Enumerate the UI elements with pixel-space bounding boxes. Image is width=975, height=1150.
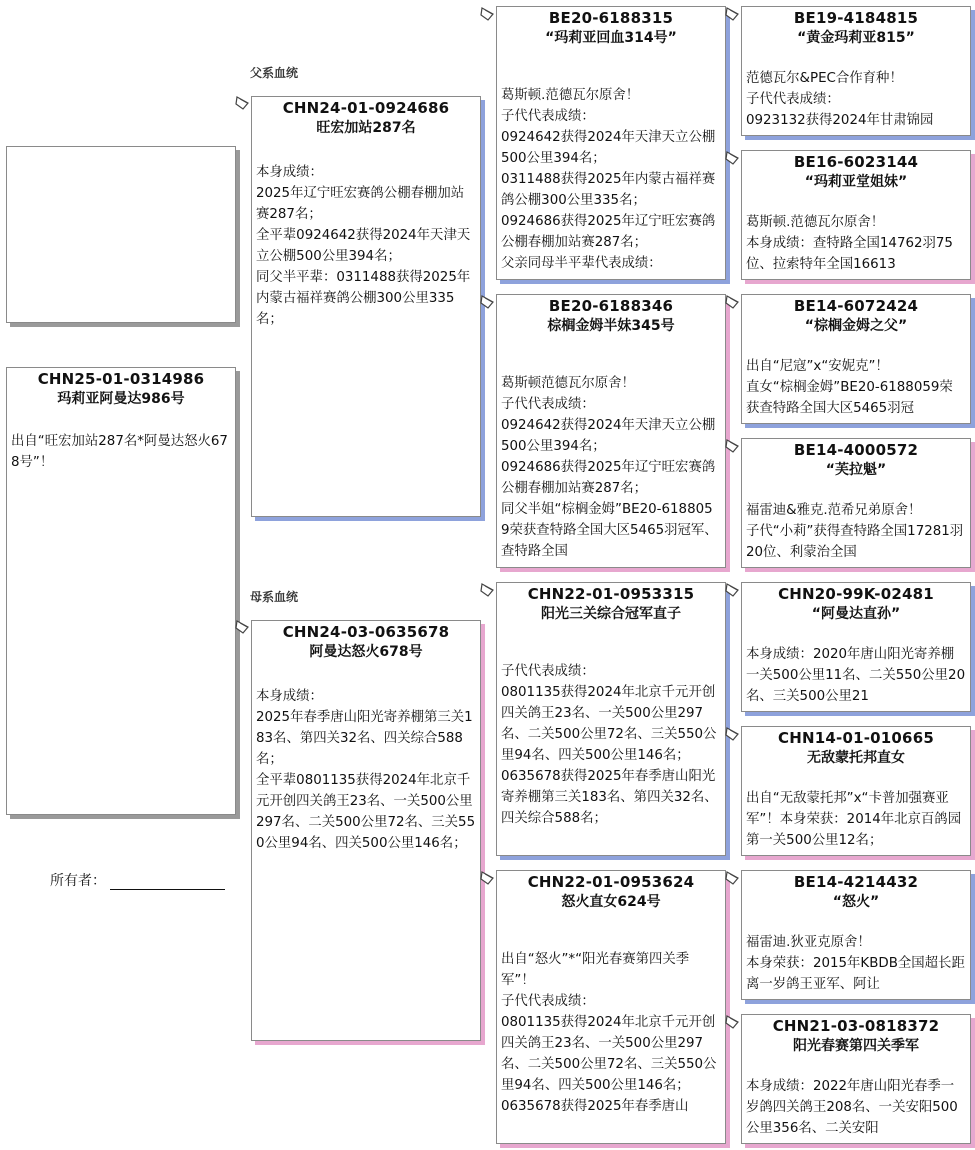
- ddd-card[interactable]: [741, 1014, 971, 1144]
- maternal-line-label: 母系血统: [250, 590, 299, 604]
- ssd-ring-icon: [724, 149, 742, 167]
- paternal-line-label: 父系血统: [250, 66, 299, 80]
- ddd-ring-id: CHN21-03-0818372: [772, 1017, 940, 1035]
- subject-ring-id: CHN25-01-0314986: [37, 370, 205, 388]
- dsd-description: 出自“无敌蒙托邦”x“卡普加强赛亚军”！本身荣获：2014年北京百鸽园第一关500公里12名；: [746, 791, 962, 848]
- ssd-ring-id: BE16-6023144: [793, 153, 919, 171]
- dam-description: 本身成绩： 2025年春季唐山阳光寄养棚第三关183名、第四关32名、四关综合588名； 全平辈0801135获得2024年北京千元开创四关鸽王23名、一关500公里297名、二关500公里72名、三关550公里94名、四关500公里146名；: [256, 689, 476, 851]
- paternal-grandsire-card[interactable]: [496, 6, 726, 280]
- dds-name: “怒火”: [832, 894, 880, 910]
- paternal-grandsire-ring-id: BE20-6188315: [548, 9, 674, 27]
- dss-ring-icon: [724, 581, 742, 599]
- sds-ring-icon: [724, 293, 742, 311]
- dd-ring-icon: [479, 869, 497, 887]
- maternal-granddam-description: 出自“怒火”*“阳光春赛第四关季军”！ 子代代表成绩： 0801135获得2024年北京千元开创四关鸽王23名、一关500公里297名、二关500公里72名、三关550公里94名、四关500公里146名； 0635678获得2025年春季唐山: [501, 952, 717, 1114]
- dam-ring-icon: [234, 618, 252, 636]
- photo-placeholder: [6, 146, 236, 323]
- dss-name: “阿曼达直孙”: [811, 606, 901, 622]
- dam-ring-id: CHN24-03-0635678: [282, 623, 450, 641]
- maternal-grandsire-card[interactable]: [496, 582, 726, 856]
- sire-ring-icon: [234, 94, 252, 112]
- paternal-grandsire-name: “玛莉亚回血314号”: [545, 30, 677, 46]
- maternal-granddam-name: 怒火直女624号: [561, 894, 661, 910]
- dds-ring-icon: [724, 869, 742, 887]
- dsd-name: 无敌蒙托邦直女: [807, 750, 905, 766]
- ddd-name: 阳光春赛第四关季军: [793, 1038, 919, 1054]
- maternal-grandsire-name: 阳光三关综合冠军直子: [541, 606, 681, 622]
- sdd-ring-icon: [724, 437, 742, 455]
- sd-ring-icon: [479, 293, 497, 311]
- dds-description: 福雷迪.狄亚克原舍！ 本身荣获：2015年KBDB全国超长距离一岁鸽王亚军、阿让: [746, 935, 965, 992]
- subject-card[interactable]: [6, 367, 236, 815]
- ssd-card[interactable]: [741, 150, 971, 280]
- subject-name: 玛莉亚阿曼达986号: [57, 391, 185, 407]
- sdd-description: 福雷迪&雅克.范希兄弟原舍！ 子代“小莉”获得查特路全国17281羽20位、利蒙治全国: [746, 503, 964, 560]
- paternal-granddam-ring-id: BE20-6188346: [548, 297, 674, 315]
- ss-ring-icon: [479, 5, 497, 23]
- sds-description: 出自“尼寇”x“安妮克”！ 直女“棕榈金姆”BE20-6188059荣获查特路全国大区5465羽冠: [746, 359, 953, 416]
- paternal-granddam-name: 棕榈金姆半妹345号: [547, 318, 675, 334]
- maternal-granddam-card[interactable]: [496, 870, 726, 1144]
- sss-description: 范德瓦尔&PEC合作育种！ 子代代表成绩： 0923132获得2024年甘肃锦园: [746, 71, 934, 128]
- dam-card[interactable]: [251, 620, 481, 1041]
- owner-label: 所有者：: [50, 873, 106, 889]
- owner-signature-line: [110, 875, 225, 890]
- owner-field: [50, 870, 225, 890]
- maternal-grandsire-description: 子代代表成绩： 0801135获得2024年北京千元开创四关鸽王23名、一关500公里297名、二关500公里72名、三关550公里94名、四关500公里146名； 0635678获得2025年春季唐山阳光寄养棚第三关183名、第四关32名、四关综合588名；: [501, 664, 718, 826]
- sds-card[interactable]: [741, 294, 971, 424]
- maternal-grandsire-ring-id: CHN22-01-0953315: [527, 585, 695, 603]
- sds-name: “棕榈金姆之父”: [804, 318, 908, 334]
- paternal-grandsire-description: 葛斯顿.范德瓦尔原舍！ 子代代表成绩： 0924642获得2024年天津天立公棚500公里394名； 0311488获得2025年内蒙古福祥赛鸽公棚300公里335名； 0924686获得2025年辽宁旺宏赛鸽公棚春棚加站赛287名； 父亲同母半平辈代表成绩：: [501, 88, 716, 271]
- ddd-ring-icon: [724, 1013, 742, 1031]
- dam-name: 阿曼达怒火678号: [309, 644, 423, 660]
- ddd-description: 本身成绩：2022年唐山阳光春季一岁鸽四关鸽王208名、一关安阳500公里356名、二关安阳: [746, 1079, 958, 1136]
- dss-ring-id: CHN20-99K-02481: [778, 585, 934, 603]
- sire-card[interactable]: [251, 96, 481, 517]
- sss-name: “黄金玛莉亚815”: [797, 30, 915, 46]
- sire-description: 本身成绩： 2025年辽宁旺宏赛鸽公棚春棚加站赛287名； 全平辈0924642获得2024年天津天立公棚500公里394名； 同父半平辈：0311488获得2025年内蒙古福祥赛鸽公棚300公里335名；: [256, 165, 471, 327]
- ds-ring-icon: [479, 581, 497, 599]
- sire-ring-id: CHN24-01-0924686: [282, 99, 450, 117]
- sdd-ring-id: BE14-4000572: [793, 441, 919, 459]
- sdd-name: “芙拉魁”: [825, 462, 887, 478]
- maternal-granddam-ring-id: CHN22-01-0953624: [527, 873, 695, 891]
- sss-ring-id: BE19-4184815: [793, 9, 919, 27]
- paternal-granddam-description: 葛斯顿范德瓦尔原舍！ 子代代表成绩： 0924642获得2024年天津天立公棚500公里394名； 0924686获得2025年辽宁旺宏赛鸽公棚春棚加站赛287名； 同父半姐“棕榈金姆”BE20-6188059荣获查特路全国大区5465羽冠军、查特路全国: [501, 376, 718, 559]
- sdd-card[interactable]: [741, 438, 971, 568]
- dss-description: 本身成绩：2020年唐山阳光寄养棚一关500公里11名、二关550公里20名、三关500公里21: [746, 647, 966, 704]
- dsd-ring-icon: [724, 725, 742, 743]
- sire-name: 旺宏加站287名: [316, 120, 416, 136]
- dds-card[interactable]: [741, 870, 971, 1000]
- sss-card[interactable]: [741, 6, 971, 136]
- dss-card[interactable]: [741, 582, 971, 712]
- paternal-granddam-card[interactable]: [496, 294, 726, 568]
- subject-description: 出自“旺宏加站287名*阿曼达怒火678号”！: [11, 434, 228, 470]
- dsd-ring-id: CHN14-01-010665: [778, 729, 934, 747]
- sss-ring-icon: [724, 5, 742, 23]
- dds-ring-id: BE14-4214432: [793, 873, 919, 891]
- sds-ring-id: BE14-6072424: [793, 297, 919, 315]
- ssd-name: “玛莉亚堂姐妹”: [804, 174, 908, 190]
- ssd-description: 葛斯顿.范德瓦尔原舍！ 本身成绩：查特路全国14762羽75位、拉索特年全国16613: [746, 215, 953, 272]
- dsd-card[interactable]: [741, 726, 971, 856]
